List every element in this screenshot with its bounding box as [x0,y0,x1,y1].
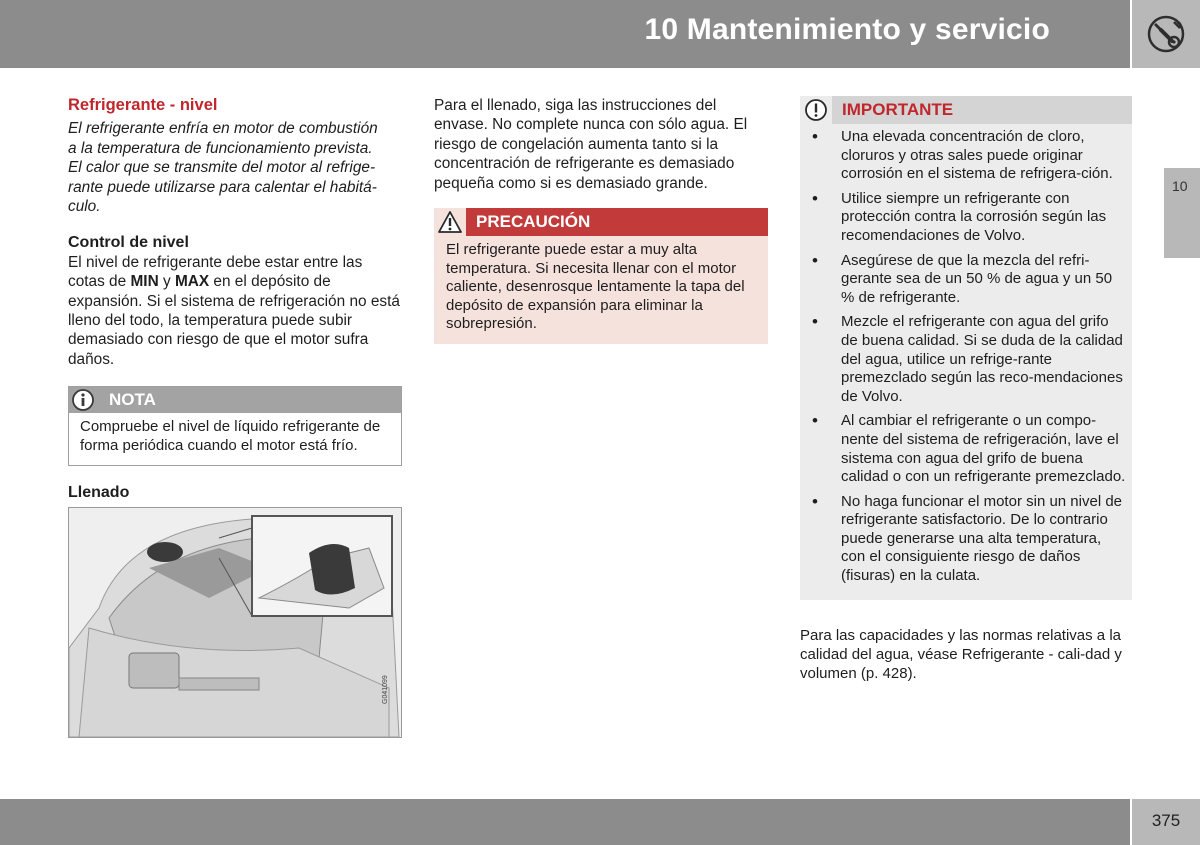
page-number-box [1132,799,1200,845]
list-item: • Utilice siempre un refrigerante con protección contra la corrosión según las recomendaciones de Volvo. [812,190,1126,246]
intro-line: rante puede utilizarse para calentar el habitá- [68,178,377,196]
important-header [800,96,1132,124]
column-left [68,96,402,738]
important-label: IMPORTANTE [842,100,954,119]
important-list [800,124,1132,586]
reference-paragraph: Para las capacidades y las normas relativas a la calidad del agua, véase Refrigerante - cali-dad y volumen (p. 428). [800,626,1122,683]
info-icon [71,389,95,415]
figure-code: G041099 [382,674,389,704]
intro-paragraph [68,119,402,216]
list-item: • Mezcle el refrigerante con agua del grifo de buena calidad. Si se duda de la calidad del agua, utilice un refrige-rante premezclado según las reco-mendaciones de Volvo. [812,313,1126,406]
important-box [800,96,1132,600]
min-mark: MIN [130,273,159,291]
list-item: • No haga funcionar el motor sin un nivel de refrigerante satisfactorio. De lo contrario puede generarse una alta temperatura, con el consiguiente riesgo de daños (fisuras) en la culata. [812,493,1126,586]
filling-heading: Llenado [68,484,130,502]
intro-line: El refrigerante enfría en motor de combustión [68,120,378,138]
control-paragraph: El nivel de refrigerante debe estar entre las cotas de MIN y MAX en el depósito de expansión. Si el sistema de refrigeración no está lleno del todo, la temperatura puede subir demasiado con riesgo de que el motor sufra daños. [68,253,400,368]
intro-line: culo. [68,198,101,216]
warning-triangle-icon [434,208,466,236]
list-item: • Al cambiar el refrigerante o un compo-nente del sistema de refrigeración, lave el sistema con agua del grifo de buena calidad o con un refrigerante premezclado. [812,412,1126,486]
chapter-title: 10 Mantenimiento y servicio [644,13,1050,46]
intro-line: El calor que se transmite del motor al refrige- [68,159,376,177]
exclamation-icon [800,96,832,124]
column-right [800,96,1132,683]
caution-header [434,208,768,236]
caution-box [434,208,768,344]
note-box [68,386,402,466]
wrench-gear-icon [1144,14,1188,54]
max-mark: MAX [174,273,210,291]
list-item: • Asegúrese de que la mezcla del refri-gerante sea de un 50 % de agua y un 50 % de refrigerante. [812,252,1126,308]
note-header [69,387,401,413]
chapter-icon-box [1132,0,1200,68]
note-text: Compruebe el nivel de líquido refrigerante de forma periódica cuando el motor está frío. [80,418,381,454]
engine-bay-illustration [68,507,402,738]
caution-label: PRECAUCIÓN [476,212,591,232]
caution-text: El refrigerante puede estar a muy alta temperatura. Si necesita llenar con el motor caliente, desenrosque lentamente la tapa del depósito de expansión para eliminar la sobrepresión. [446,241,745,333]
page-footer [0,799,1130,845]
column-middle [434,96,768,344]
page-number: 375 [1151,811,1181,830]
control-heading: Control de nivel [68,234,189,252]
chapter-side-tab[interactable] [1164,168,1200,258]
list-item: • Una elevada concentración de cloro, cloruros y otras sales puede originar corrosión en el sistema de refrigera-ción. [812,128,1126,184]
chapter-header [0,0,1130,68]
intro-line: a la temperatura de funcionamiento prevista. [68,139,373,157]
chapter-side-tab-label: 10 [1172,178,1188,194]
section-title: Refrigerante - nivel [68,96,218,114]
note-label: NOTA [109,390,156,410]
filling-paragraph: Para el llenado, siga las instrucciones del envase. No complete nunca con sólo agua. El riesgo de congelación aumenta tanto si la concentración de refrigerante es demasiado pequeña como si es demasiado grande. [434,97,748,192]
